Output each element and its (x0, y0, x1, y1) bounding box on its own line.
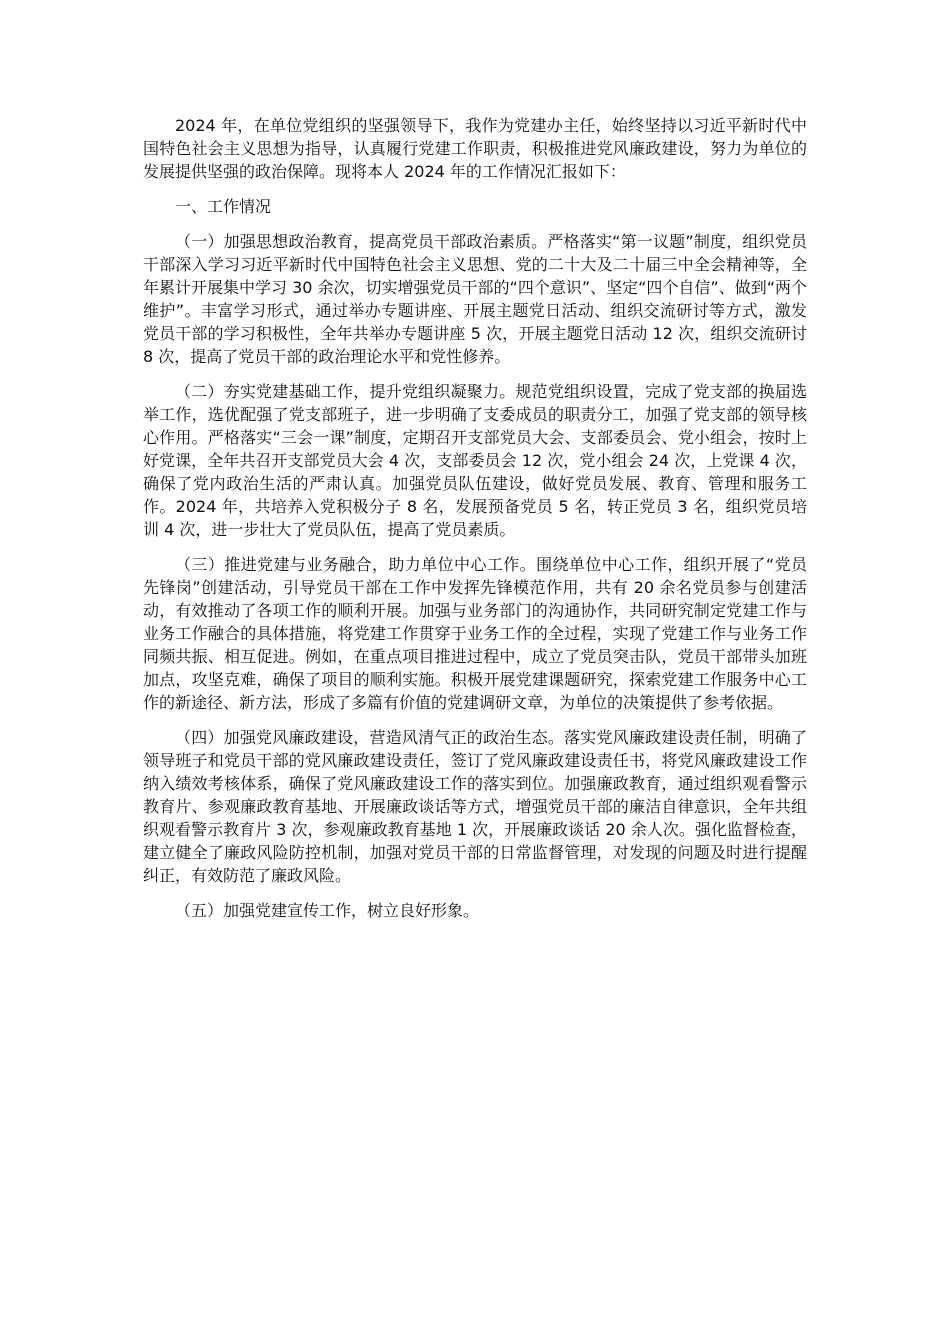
paragraph-2: （二）夯实党建基础工作，提升党组织凝聚力。规范党组织设置，完成了党支部的换届选举工作，选优配强了党支部班子，进一步明确了支委成员的职责分工，加强了党支部的领导核心作用。严格落实“三会一课”制度，定期召开支部党员大会、支部委员会、党小组会，按时上好党课，全年共召开支部党员大会 4 次，支部委员会 12 次，党小组会 24 次，上党课 4 次，确保了党内政治生活的严肃认真。加强党员队伍建设，做好党员发展、教育、管理和服务工作。2024 年，共培养入党积极分子 8 名，发展预备党员 5 名，转正党员 3 名，组织党员培训 4 次，进一步壮大了党员队伍，提高了党员素质。 (143, 382, 807, 539)
paragraph-3: （三）推进党建与业务融合，助力单位中心工作。围绕单位中心工作，组织开展了“党员先锋岗”创建活动，引导党员干部在工作中发挥先锋模范作用，共有 20 余名党员参与创建活动，有效推动了各项工作的顺利开展。加强与业务部门的沟通协作，共同研究制定党建工作与业务工作融合的具体措施，将党建工作贯穿于业务工作的全过程，实现了党建工作与业务工作同频共振、相互促进。例如，在重点项目推进过程中，成立了党员突击队，党员干部带头加班加点，攻坚克难，确保了项目的顺利实施。积极开展党建课题研究，探索党建工作服务中心工作的新途径、新方法，形成了多篇有价值的党建调研文章，为单位的决策提供了参考依据。 (143, 555, 807, 712)
intro-paragraph: 2024 年，在单位党组织的坚强领导下，我作为党建办主任，始终坚持以习近平新时代中国特色社会主义思想为指导，认真履行党建工作职责，积极推进党风廉政建设，努力为单位的发展提供坚强的政治保障。现将本人 2024 年的工作情况汇报如下： (143, 116, 807, 181)
document-body (143, 114, 807, 934)
paragraph-1: （一）加强思想政治教育，提高党员干部政治素质。严格落实“第一议题”制度，组织党员干部深入学习习近平新时代中国特色社会主义思想、党的二十大及二十届三中全会精神等，全年累计开展集中学习 30 余次，切实增强党员干部的“四个意识”、坚定“四个自信”、做到“两个维护”。丰富学习形式，通过举办专题讲座、开展主题党日活动、组织交流研讨等方式，激发党员干部的学习积极性，全年共举办专题讲座 5 次，开展主题党日活动 12 次，组织交流研讨 8 次，提高了党员干部的政治理论水平和党性修养。 (143, 232, 807, 366)
section-heading: 一、工作情况 (175, 197, 272, 216)
paragraph-4: （四）加强党风廉政建设，营造风清气正的政治生态。落实党风廉政建设责任制，明确了领导班子和党员干部的党风廉政建设责任，签订了党风廉政建设责任书，将党风廉政建设工作纳入绩效考核体系，确保了党风廉政建设工作的落实到位。加强廉政教育，通过组织观看警示教育片、参观廉政教育基地、开展廉政谈话等方式，增强党员干部的廉洁自律意识，全年共组织观看警示教育片 3 次，参观廉政教育基地 1 次，开展廉政谈话 20 余人次。强化监督检查，建立健全了廉政风险防控机制，加强对党员干部的日常监督管理，对发现的问题及时进行提醒纠正，有效防范了廉政风险。 (143, 728, 807, 885)
paragraph-5: （五）加强党建宣传工作，树立良好形象。 (175, 901, 480, 920)
